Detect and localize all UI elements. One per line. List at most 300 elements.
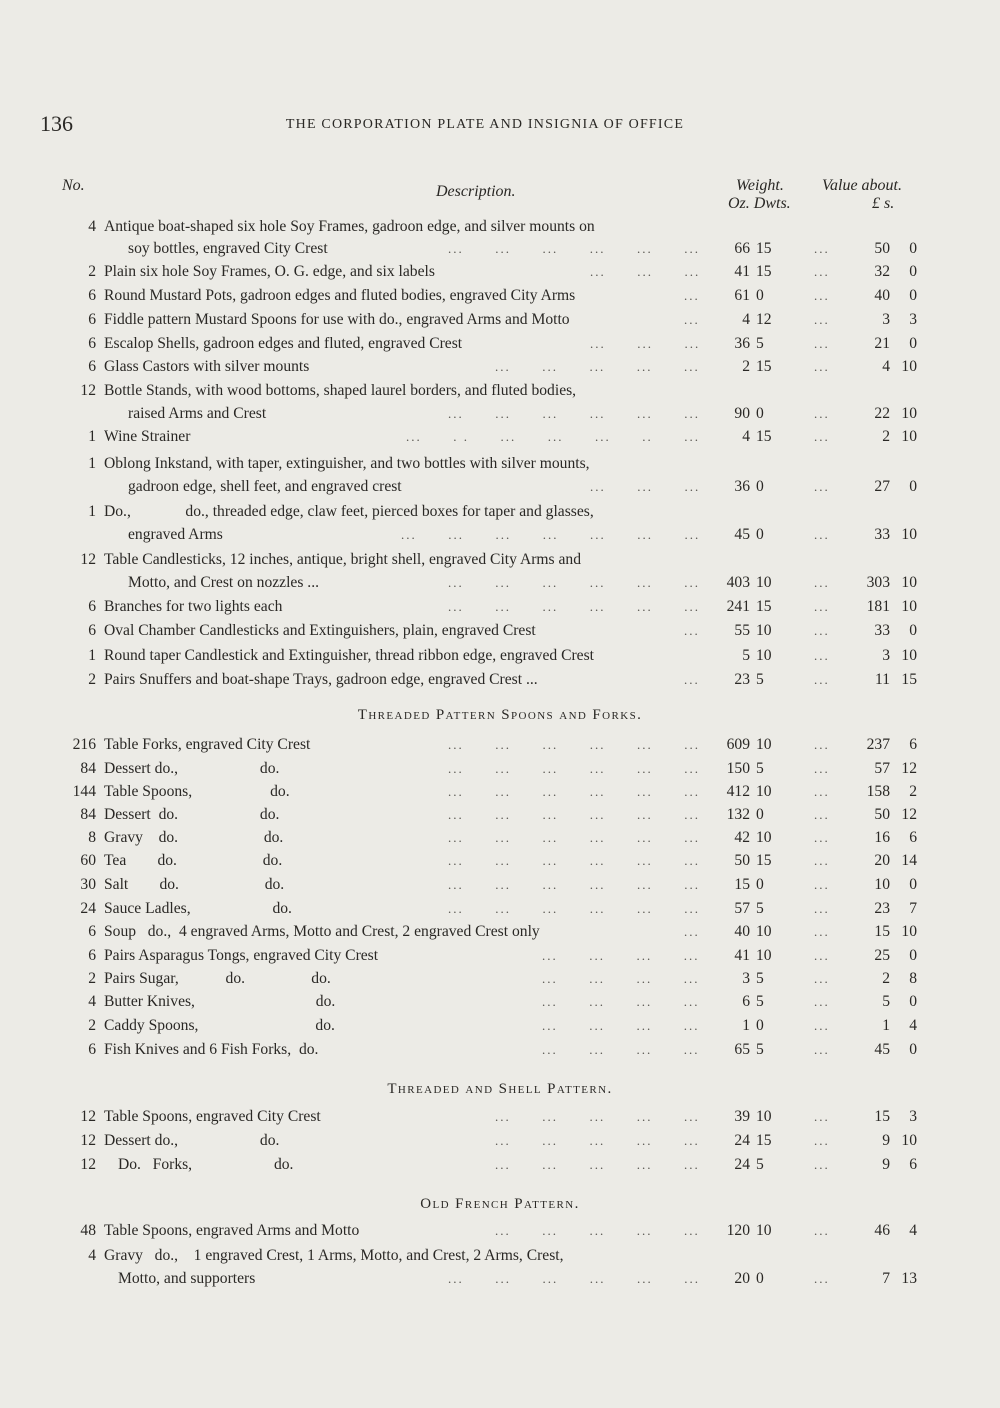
table-row [0,380,1000,404]
row-leader-dots: ... [814,877,830,892]
row-quantity: 1 [88,455,96,472]
row-quantity: 24 [80,900,96,917]
row-leader-dots: ... [814,761,830,776]
row-description: Soup do., 4 engraved Arms, Motto and Crest, 2 engraved Crest only [104,923,540,940]
row-value-pounds: 33 [874,526,890,543]
row-quantity: 1 [88,647,96,664]
row-weight-oz: 55 [734,622,750,639]
row-leader-dots: ... [814,924,830,939]
row-leader-dots: ... [684,288,700,303]
row-quantity: 48 [80,1222,96,1239]
row-value-pounds: 15 [874,923,890,940]
row-value-shillings: 0 [909,335,917,352]
row-quantity: 2 [88,671,96,688]
row-leader-dots: ... ... ... ... ... ... [448,599,700,614]
table-row [0,453,1000,477]
row-description: Bottle Stands, with wood bottoms, shaped laurel borders, and fluted bodies, [104,382,577,399]
row-leader-dots: ... [814,264,830,279]
table-row [0,645,1000,669]
row-leader-dots: ... ... ... [590,336,701,351]
row-weight-dwts: 5 [756,671,764,688]
row-value-shillings: 0 [909,622,917,639]
row-weight-oz: 3 [742,970,750,987]
table-row [0,669,1000,693]
row-leader-dots: ... ... ... ... ... [495,1109,700,1124]
row-value-pounds: 2 [882,970,890,987]
row-leader-dots: ... [814,1109,830,1124]
row-value-pounds: 237 [866,736,890,753]
table-row [0,945,1000,969]
row-description: Motto, and Crest on nozzles ... [128,574,319,591]
row-value-pounds: 4 [882,358,890,375]
row-weight-oz: 23 [734,671,750,688]
table-row [0,968,1000,992]
row-value-pounds: 11 [874,671,890,688]
row-leader-dots: ... [684,623,700,638]
row-leader-dots: ... [814,623,830,638]
row-leader-dots: ... [814,1223,830,1238]
section-heading: Threaded and Shell Pattern. [387,1081,613,1097]
row-weight-oz: 41 [734,263,750,280]
row-quantity: 6 [88,947,96,964]
row-leader-dots: ... [814,830,830,845]
row-leader-dots: ... [814,406,830,421]
row-weight-oz: 40 [734,923,750,940]
row-quantity: 2 [88,1017,96,1034]
table-row [0,827,1000,851]
row-value-shillings: 10 [901,428,917,445]
table-row [0,1245,1000,1269]
row-leader-dots: ... [814,737,830,752]
row-weight-dwts: 5 [756,335,764,352]
row-leader-dots: ... [814,312,830,327]
table-row [0,216,1000,240]
table-row [0,596,1000,620]
row-value-pounds: 7 [882,1270,890,1287]
row-weight-dwts: 0 [756,1017,764,1034]
row-leader-dots: ... [814,359,830,374]
row-value-pounds: 33 [874,622,890,639]
row-value-pounds: 303 [866,574,890,591]
row-weight-dwts: 10 [756,1108,772,1125]
row-value-shillings: 0 [909,240,917,257]
row-description: Gravy do. do. [104,829,284,846]
row-leader-dots: ... [814,1042,830,1057]
row-leader-dots: ... [814,994,830,1009]
row-value-pounds: 15 [874,1108,890,1125]
row-weight-oz: 132 [726,806,750,823]
row-leader-dots: ... ... ... ... [542,948,700,963]
row-weight-dwts: 10 [756,736,772,753]
row-value-shillings: 12 [901,760,917,777]
row-leader-dots: ... ... ... ... ... ... [448,877,700,892]
table-row [0,1130,1000,1154]
row-weight-dwts: 10 [756,574,772,591]
row-description: Dessert do., do. [104,760,280,777]
row-value-shillings: 0 [909,263,917,280]
table-row [0,333,1000,357]
row-value-pounds: 9 [882,1156,890,1173]
row-description: Dessert do. do. [104,806,280,823]
row-weight-dwts: 15 [756,852,772,869]
row-weight-dwts: 10 [756,783,772,800]
row-leader-dots: ... [814,807,830,822]
row-value-shillings: 14 [901,852,917,869]
row-weight-oz: 90 [734,405,750,422]
table-row [0,1268,1000,1292]
row-weight-dwts: 0 [756,1270,764,1287]
row-description: Pairs Asparagus Tongs, engraved City Crest [104,947,379,964]
row-value-shillings: 10 [901,358,917,375]
row-quantity: 6 [88,358,96,375]
row-quantity: 1 [88,503,96,520]
row-quantity: 4 [88,1247,96,1264]
row-weight-oz: 403 [726,574,750,591]
row-quantity: 6 [88,287,96,304]
column-header-no: No. [62,177,85,194]
row-leader-dots: ... ... ... ... ... ... [448,406,700,421]
row-weight-oz: 150 [726,760,750,777]
row-leader-dots: ... . . ... ... ... .. ... [406,429,700,444]
row-leader-dots: ... ... ... ... ... ... [448,853,700,868]
table-row [0,309,1000,333]
row-description: Table Forks, engraved City Crest [104,736,311,753]
row-quantity: 1 [88,428,96,445]
table-row [0,620,1000,644]
row-leader-dots: ... [814,336,830,351]
table-row [0,1220,1000,1244]
row-value-shillings: 7 [909,900,917,917]
row-value-pounds: 25 [874,947,890,964]
row-weight-dwts: 0 [756,806,764,823]
row-value-shillings: 6 [909,829,917,846]
row-description: Escalop Shells, gadroon edges and fluted, engraved Crest [104,335,463,352]
row-value-shillings: 3 [909,1108,917,1125]
row-description: gadroon edge, shell feet, and engraved crest [128,478,402,495]
row-quantity: 8 [88,829,96,846]
row-value-pounds: 45 [874,1041,890,1058]
row-weight-dwts: 5 [756,760,764,777]
section-heading: Old French Pattern. [420,1196,580,1212]
row-quantity: 2 [88,970,96,987]
row-leader-dots: ... ... ... ... ... [495,1157,700,1172]
row-value-pounds: 181 [866,598,890,615]
table-row [0,1015,1000,1039]
column-header-pounds-shillings: £ s. [872,195,895,212]
row-weight-dwts: 5 [756,993,764,1010]
row-value-pounds: 3 [882,311,890,328]
table-row [0,403,1000,427]
row-weight-dwts: 5 [756,1156,764,1173]
row-value-shillings: 10 [901,647,917,664]
row-leader-dots: ... [814,784,830,799]
row-value-shillings: 10 [901,598,917,615]
row-quantity: 6 [88,622,96,639]
row-leader-dots: ... [814,1018,830,1033]
table-row [0,572,1000,596]
row-weight-oz: 2 [742,358,750,375]
row-description: soy bottles, engraved City Crest [128,240,328,257]
row-weight-dwts: 10 [756,923,772,940]
row-value-pounds: 50 [874,240,890,257]
row-leader-dots: ... ... ... ... [542,1018,700,1033]
row-value-pounds: 22 [874,405,890,422]
table-row [0,898,1000,922]
row-value-shillings: 6 [909,1156,917,1173]
page-number: 136 [40,111,73,136]
row-leader-dots: ... [814,575,830,590]
row-weight-oz: 5 [742,647,750,664]
row-description: Round taper Candlestick and Extinguisher, thread ribbon edge, engraved Crest [104,647,595,664]
row-leader-dots: ... ... ... ... ... ... [448,575,700,590]
row-value-shillings: 0 [909,1041,917,1058]
row-leader-dots: ... ... ... ... ... ... [448,830,700,845]
row-value-shillings: 12 [901,806,917,823]
row-weight-oz: 241 [726,598,750,615]
row-value-pounds: 3 [882,647,890,664]
row-leader-dots: ... ... ... ... ... ... [448,901,700,916]
row-weight-oz: 6 [742,993,750,1010]
table-row [0,874,1000,898]
row-description: Sauce Ladles, do. [104,900,292,917]
row-leader-dots: ... ... ... ... ... [495,1223,700,1238]
table-row [0,476,1000,500]
row-weight-dwts: 10 [756,622,772,639]
row-weight-dwts: 0 [756,876,764,893]
row-description: Do., do., threaded edge, claw feet, pierced boxes for taper and glasses, [104,503,594,520]
row-quantity: 6 [88,1041,96,1058]
row-leader-dots: ... ... ... ... ... ... [448,807,700,822]
row-weight-oz: 61 [734,287,750,304]
row-weight-oz: 609 [726,736,750,753]
row-leader-dots: ... ... ... ... ... ... ... [401,527,701,542]
table-row [0,426,1000,450]
row-value-shillings: 3 [909,311,917,328]
row-description: raised Arms and Crest [128,405,267,422]
row-value-shillings: 10 [901,1132,917,1149]
table-row [0,734,1000,758]
row-leader-dots: ... [814,479,830,494]
row-weight-oz: 65 [734,1041,750,1058]
row-value-pounds: 16 [874,829,890,846]
row-value-shillings: 13 [901,1270,917,1287]
row-value-pounds: 46 [874,1222,890,1239]
row-leader-dots: ... ... ... [590,264,701,279]
row-quantity: 216 [72,736,96,753]
row-value-shillings: 0 [909,947,917,964]
row-weight-oz: 42 [734,829,750,846]
row-description: Table Candlesticks, 12 inches, antique, bright shell, engraved City Arms and [104,551,582,568]
row-description: Tea do. do. [104,852,283,869]
row-leader-dots: ... [814,1157,830,1172]
row-weight-dwts: 15 [756,1132,772,1149]
row-weight-oz: 41 [734,947,750,964]
row-weight-oz: 20 [734,1270,750,1287]
row-value-shillings: 0 [909,876,917,893]
row-value-pounds: 5 [882,993,890,1010]
column-header-description: Description. [436,183,516,200]
row-description: Branches for two lights each [104,598,283,615]
row-description: Caddy Spoons, do. [104,1017,335,1034]
row-leader-dots: ... ... ... ... [542,994,700,1009]
row-description: Dessert do., do. [104,1132,280,1149]
row-leader-dots: ... [684,672,700,687]
row-description: Butter Knives, do. [104,993,336,1010]
row-value-pounds: 21 [874,335,890,352]
row-leader-dots: ... [814,429,830,444]
row-leader-dots: ... ... ... ... ... [495,1133,700,1148]
row-weight-dwts: 15 [756,598,772,615]
row-description: Wine Strainer [104,428,191,445]
row-weight-oz: 24 [734,1132,750,1149]
row-description: Glass Castors with silver mounts [104,358,310,375]
row-weight-oz: 412 [726,783,750,800]
row-value-pounds: 10 [874,876,890,893]
row-weight-oz: 24 [734,1156,750,1173]
table-row [0,850,1000,874]
row-leader-dots: ... [814,901,830,916]
row-description: Antique boat-shaped six hole Soy Frames, gadroon edge, and silver mounts on [104,218,595,235]
row-weight-dwts: 10 [756,947,772,964]
row-quantity: 144 [72,783,96,800]
row-weight-oz: 66 [734,240,750,257]
row-leader-dots: ... [814,1133,830,1148]
row-leader-dots: ... ... ... ... ... ... [448,761,700,776]
row-quantity: 84 [80,806,96,823]
row-leader-dots: ... [814,288,830,303]
section-heading: Threaded Pattern Spoons and Forks. [357,707,643,723]
row-weight-dwts: 5 [756,900,764,917]
row-value-shillings: 10 [901,574,917,591]
row-value-pounds: 9 [882,1132,890,1149]
row-description: Oblong Inkstand, with taper, extinguisher, and two bottles with silver mounts, [104,455,590,472]
table-row [0,261,1000,285]
row-description: Plain six hole Soy Frames, O. G. edge, and six labels [104,263,435,280]
row-leader-dots: ... ... ... ... ... ... [448,241,700,256]
running-title: THE CORPORATION PLATE AND INSIGNIA OF OFFICE [285,117,685,132]
row-value-pounds: 20 [874,852,890,869]
row-quantity: 6 [88,335,96,352]
row-value-pounds: 32 [874,263,890,280]
row-value-shillings: 0 [909,478,917,495]
row-quantity: 6 [88,311,96,328]
row-description: Table Spoons, engraved Arms and Motto [104,1222,360,1239]
row-weight-dwts: 0 [756,287,764,304]
row-quantity: 4 [88,218,96,235]
row-description: Do. Forks, do. [118,1156,294,1173]
row-weight-dwts: 5 [756,1041,764,1058]
row-weight-oz: 36 [734,335,750,352]
row-description: Motto, and supporters [118,1270,256,1287]
row-value-shillings: 0 [909,993,917,1010]
row-weight-dwts: 10 [756,1222,772,1239]
row-weight-oz: 4 [742,311,750,328]
row-leader-dots: ... ... ... [590,479,701,494]
table-row [0,921,1000,945]
row-quantity: 6 [88,923,96,940]
row-value-pounds: 50 [874,806,890,823]
row-value-shillings: 10 [901,923,917,940]
row-weight-oz: 39 [734,1108,750,1125]
row-quantity: 12 [80,1108,96,1125]
row-description: Table Spoons, engraved City Crest [104,1108,321,1125]
row-leader-dots: ... [814,241,830,256]
row-leader-dots: ... ... ... ... ... ... [448,784,700,799]
row-description: Fish Knives and 6 Fish Forks, do. [104,1041,319,1058]
row-value-pounds: 57 [874,760,890,777]
row-weight-oz: 36 [734,478,750,495]
row-leader-dots: ... [814,672,830,687]
table-row [0,549,1000,573]
row-value-shillings: 10 [901,526,917,543]
row-weight-dwts: 0 [756,405,764,422]
table-row [0,356,1000,380]
table-row [0,991,1000,1015]
column-header-oz-dwts: Oz. Dwts. [728,195,791,212]
table-row [0,781,1000,805]
row-leader-dots: ... [814,527,830,542]
row-quantity: 2 [88,263,96,280]
row-value-shillings: 2 [909,783,917,800]
row-weight-dwts: 15 [756,263,772,280]
table-row [0,804,1000,828]
row-description: Gravy do., 1 engraved Crest, 1 Arms, Motto, and Crest, 2 Arms, Crest, [104,1247,564,1264]
row-weight-oz: 45 [734,526,750,543]
row-leader-dots: ... [814,1271,830,1286]
row-leader-dots: ... [684,924,700,939]
row-quantity: 6 [88,598,96,615]
row-value-pounds: 158 [866,783,890,800]
row-weight-oz: 50 [734,852,750,869]
row-quantity: 12 [80,1156,96,1173]
row-weight-dwts: 0 [756,478,764,495]
row-weight-dwts: 15 [756,428,772,445]
row-quantity: 84 [80,760,96,777]
row-weight-oz: 57 [734,900,750,917]
row-value-shillings: 0 [909,287,917,304]
column-header-weight: Weight. [736,177,784,194]
row-quantity: 60 [80,852,96,869]
row-description: Round Mustard Pots, gadroon edges and fluted bodies, engraved City Arms [104,287,576,304]
row-leader-dots: ... ... ... ... [542,971,700,986]
row-weight-oz: 120 [726,1222,750,1239]
column-header-value: Value about. [822,177,902,194]
row-weight-dwts: 15 [756,358,772,375]
table-row [0,1039,1000,1063]
row-leader-dots: ... [814,648,830,663]
row-weight-oz: 15 [734,876,750,893]
table-row [0,285,1000,309]
row-leader-dots: ... ... ... ... [542,1042,700,1057]
row-value-pounds: 27 [874,478,890,495]
row-weight-oz: 1 [742,1017,750,1034]
row-weight-dwts: 10 [756,829,772,846]
row-leader-dots: ... ... ... ... ... ... [448,737,700,752]
row-weight-dwts: 5 [756,970,764,987]
row-value-pounds: 40 [874,287,890,304]
row-value-pounds: 23 [874,900,890,917]
table-row [0,758,1000,782]
row-weight-dwts: 0 [756,526,764,543]
row-weight-dwts: 15 [756,240,772,257]
row-weight-dwts: 12 [756,311,772,328]
row-quantity: 30 [80,876,96,893]
row-description: Table Spoons, do. [104,783,290,800]
row-description: Oval Chamber Candlesticks and Extinguishers, plain, engraved Crest [104,622,536,639]
row-leader-dots: ... [684,312,700,327]
row-leader-dots: ... [814,853,830,868]
row-description: engraved Arms [128,526,223,543]
